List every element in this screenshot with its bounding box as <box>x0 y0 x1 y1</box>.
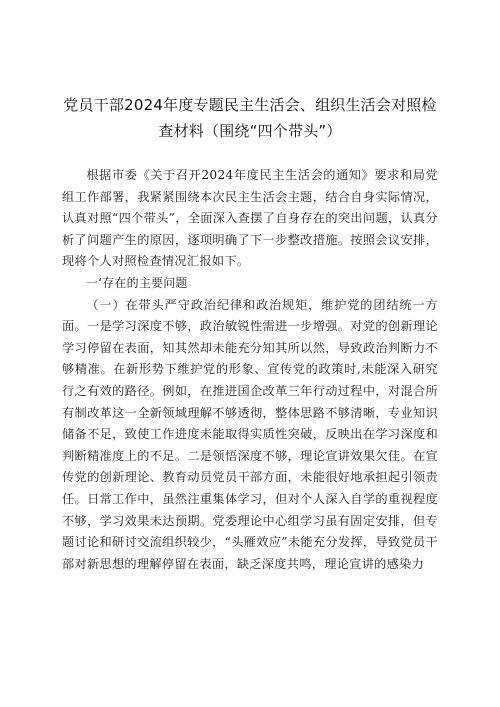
document-title: 党员干部2024年度专题民主生活会、组织生活会对照检查材料（围绕“四个带头”） <box>63 96 437 140</box>
document-body <box>62 165 438 575</box>
intro-paragraph: 根据市委《关于召开2024年度民主生活会的通知》要求和局党组工作部署，我紧紧围绕本次民主生活会主题，结合自身实际情况，认真对照“四个带头”，全面深入查摆了自身存在的突出问题，认真分析了问题产生的原因，逐项明确了下一步整改措施。按照会议安排，现将个人对照检查情况汇报如下。 <box>62 168 438 269</box>
body-paragraph: （一）在带头严守政治纪律和政治规矩，维护党的团结统一方面。一是学习深度不够，政治敏锐性需进一步增强。对党的创新理论学习停留在表面，知其然却未能充分知其所以然，导致政治判断力不够精准。在新形势下维护党的形象、宣传党的政策时,未能深入研究行之有效的路径。例如，在推进国企改革三年行动过程中，对混合所有制改革这一全新领域理解不够透彻，整体思路不够清晰，专业知识储备不足，致使工作进度未能取得实质性突破，反映出在学习深度和判断精准度上的不足。二是领悟深度不够，理论宣讲效果欠佳。在宣传党的创新理论、教育动员党员干部方面，未能很好地承担起引领责任。日常工作中，虽然注重集体学习，但对个人深入自学的重视程度不够，学习效果未达预期。党委理论中心组学习虽有固定安排，但专题讨论和研讨交流组织较少，“头雁效应”未能充分发挥，导致党员干部对新思想的理解停留在表面，缺乏深度共鸣，理论宣讲的感染力 <box>62 297 438 571</box>
section-heading: 一‘存在的主要问题 <box>86 275 188 290</box>
